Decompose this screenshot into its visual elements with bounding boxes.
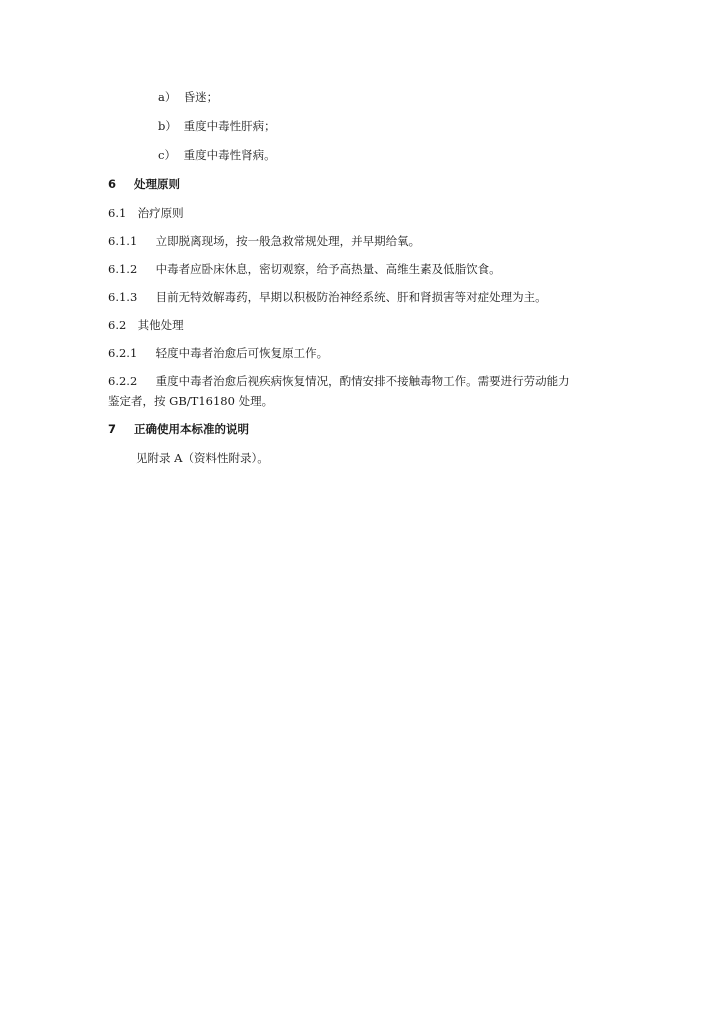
section-number: 6.1 bbox=[108, 206, 127, 220]
clause-text: 目前无特效解毒药，早期以积极防治神经系统、肝和肾损害等对症处理为主。 bbox=[155, 290, 547, 304]
section-title: 治疗原则 bbox=[137, 206, 184, 220]
list-text: 重度中毒性肾病。 bbox=[183, 148, 276, 162]
clause-6-1-1 bbox=[108, 234, 420, 249]
list-text: 重度中毒性肝病； bbox=[183, 119, 276, 133]
clause-6-2-2-continuation bbox=[108, 394, 273, 409]
section-heading-6-1 bbox=[108, 206, 184, 221]
clause-number: 6.2.2 bbox=[108, 374, 138, 388]
section-heading-7 bbox=[108, 422, 249, 437]
list-item-c bbox=[158, 148, 276, 163]
list-text: 昏迷； bbox=[183, 90, 219, 104]
section-heading-6-2 bbox=[108, 318, 184, 333]
section-title: 其他处理 bbox=[137, 318, 184, 332]
section-title: 正确使用本标准的说明 bbox=[134, 422, 250, 436]
clause-number: 6.1.3 bbox=[108, 290, 138, 304]
clause-number: 6.2.1 bbox=[108, 346, 138, 360]
clause-text: 立即脱离现场，按一般急救常规处理，并早期给氧。 bbox=[155, 234, 421, 248]
clause-6-1-3 bbox=[108, 290, 547, 305]
clause-text: 重度中毒者治愈后视疾病恢复情况，酌情安排不接触毒物工作。需要进行劳动能力 bbox=[155, 374, 570, 388]
section-7-body bbox=[136, 451, 269, 466]
clause-text: 中毒者应卧床休息，密切观察，给予高热量、高维生素及低脂饮食。 bbox=[155, 262, 501, 276]
section-number: 6.2 bbox=[108, 318, 127, 332]
clause-number: 6.1.2 bbox=[108, 262, 138, 276]
clause-text-continued: 鉴定者，按 GB/T16180 处理。 bbox=[108, 394, 274, 408]
list-marker: b） bbox=[158, 119, 177, 133]
section-number: 7 bbox=[108, 422, 117, 436]
section-number: 6 bbox=[108, 177, 117, 191]
body-text: 见附录 A（资料性附录）。 bbox=[136, 451, 269, 465]
section-title: 处理原则 bbox=[134, 177, 181, 191]
clause-6-1-2 bbox=[108, 262, 501, 277]
clause-6-2-2 bbox=[108, 374, 570, 389]
section-heading-6 bbox=[108, 177, 180, 192]
clause-number: 6.1.1 bbox=[108, 234, 138, 248]
list-marker: c） bbox=[158, 148, 176, 162]
clause-6-2-1 bbox=[108, 346, 328, 361]
clause-text: 轻度中毒者治愈后可恢复原工作。 bbox=[155, 346, 329, 360]
list-item-b bbox=[158, 119, 276, 134]
list-item-a bbox=[158, 90, 218, 105]
list-marker: a） bbox=[158, 90, 177, 104]
